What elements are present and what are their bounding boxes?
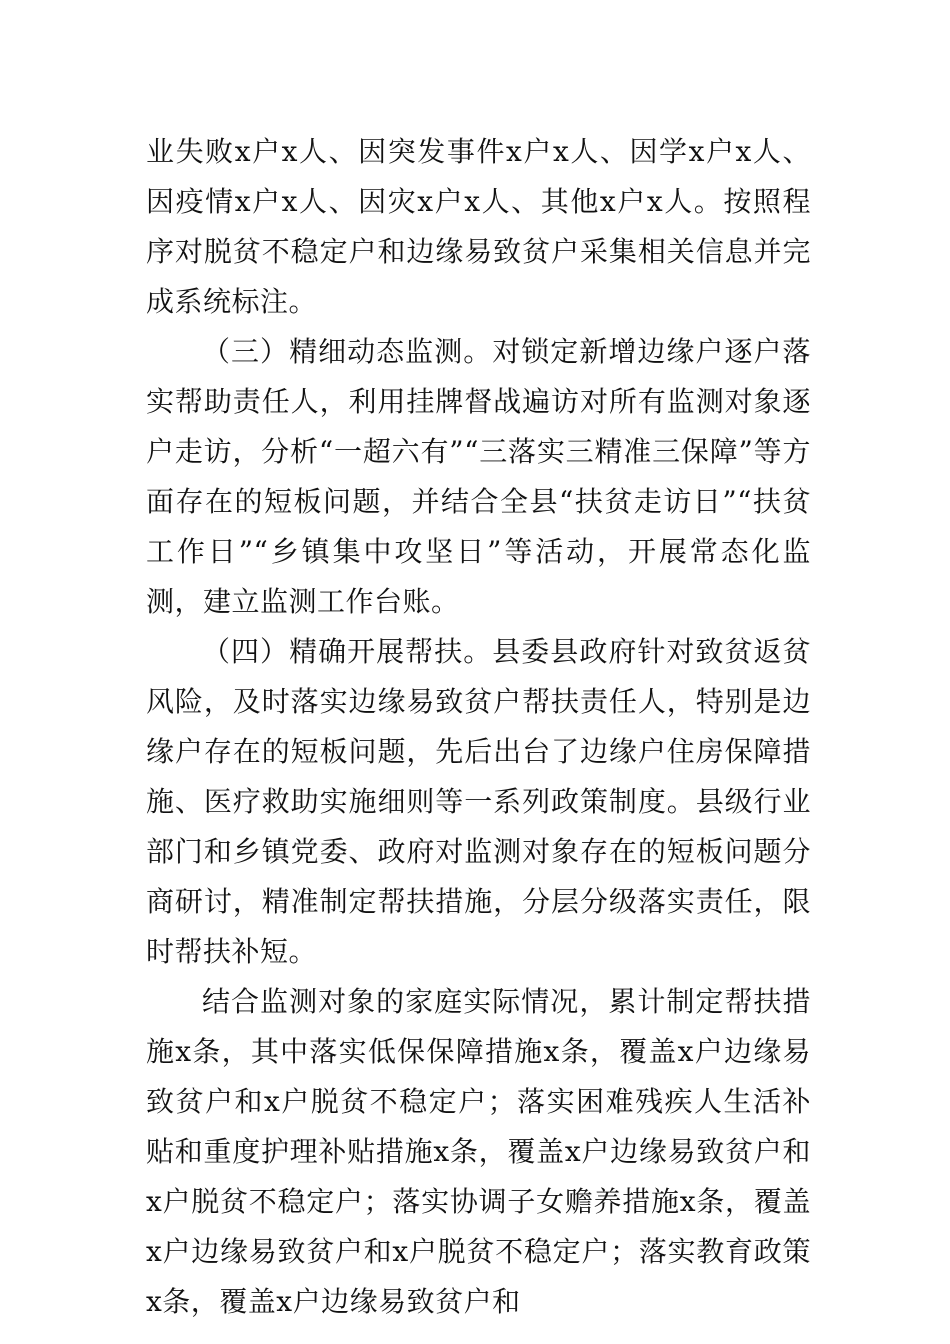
paragraph-section-4: （四）精确开展帮扶。县委县政府针对致贫返贫风险，及时落实边缘易致贫户帮扶责任人，特别是边缘户存在的短板问题，先后出台了边缘户住房保障措施、医疗救助实施细则等一系列政策制度。县级行业部门和乡镇党委、政府对监测对象存在的短板问题分商研讨，精准制定帮扶措施，分层分级落实责任，限时帮扶补短。 xyxy=(146,635,811,968)
paragraph-continuation: 业失败x户x人、因突发事件x户x人、因学x户x人、因疫情x户x人、因灾x户x人、其他x户x人。按照程序对脱贫不稳定户和边缘易致贫户采集相关信息并完成系统标注。 xyxy=(146,135,811,318)
document-body xyxy=(146,127,811,1327)
paragraph-measures-summary: 结合监测对象的家庭实际情况，累计制定帮扶措施x条，其中落实低保保障措施x条，覆盖x户边缘易致贫户和x户脱贫不稳定户；落实困难残疾人生活补贴和重度护理补贴措施x条，覆盖x户边缘易致贫户和x户脱贫不稳定户；落实协调子女赡养措施x条，覆盖x户边缘易致贫户和x户脱贫不稳定户；落实教育政策x条，覆盖x户边缘易致贫户和 xyxy=(146,985,811,1318)
paragraph-section-3: （三）精细动态监测。对锁定新增边缘户逐户落实帮助责任人，利用挂牌督战遍访对所有监测对象逐户走访，分析“一超六有”“三落实三精准三保障”等方面存在的短板问题，并结合全县“扶贫走访日”“扶贫工作日”“乡镇集中攻坚日”等活动，开展常态化监测，建立监测工作台账。 xyxy=(146,335,811,618)
